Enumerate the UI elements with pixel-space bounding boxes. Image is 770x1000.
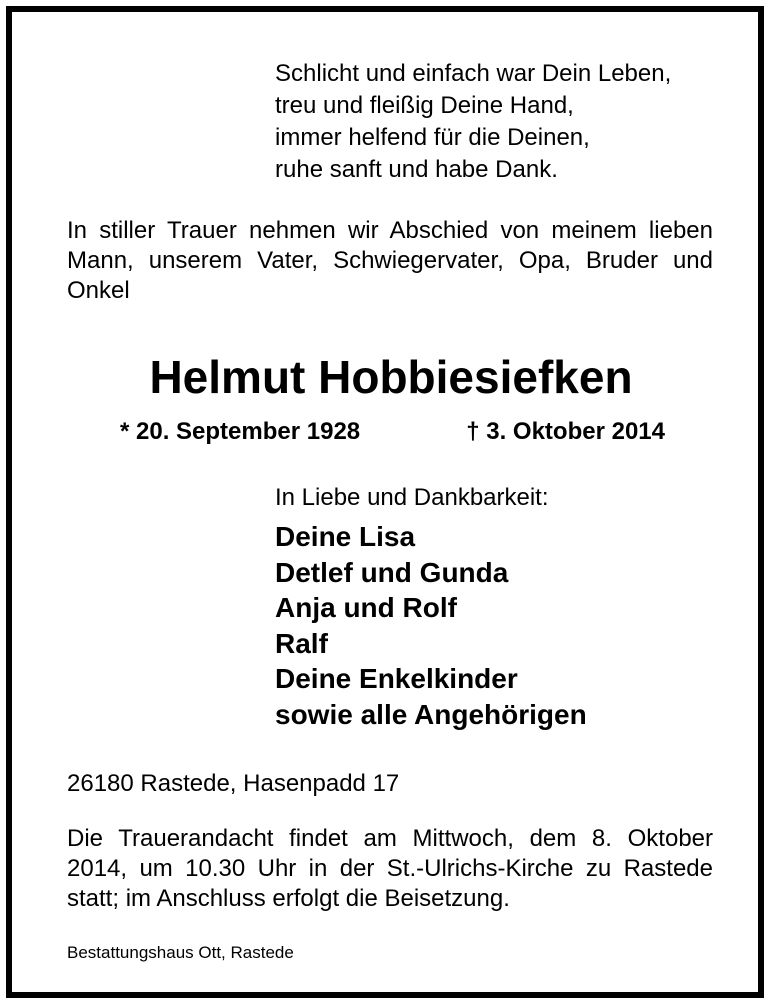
death-date: † 3. Oktober 2014 [466,418,665,445]
mourner-name: Anja und Rolf [275,592,457,623]
mourner-name: sowie alle Angehörigen [275,698,587,730]
thanks-label: In Liebe und Dankbarkeit: [275,484,549,511]
mourner-name: Deine Lisa [275,521,416,552]
poem-line: ruhe sanft und habe Dank. [275,156,558,183]
undertaker-credit: Bestattungshaus Ott, Rastede [67,943,294,962]
mourner-name: Deine Enkelkinder [275,663,518,694]
birth-date: * 20. September 1928 [120,418,361,445]
poem-line: Schlicht und einfach war Dein Leben, [275,60,672,87]
life-dates [120,416,665,448]
mourners-list [275,519,587,732]
mourner-name: Detlef und Gunda [275,556,509,588]
intro-text: In stiller Trauer nehmen wir Abschied von meinem lieben Mann, unserem Vater, Schwiegervater, Opa, Bruder und Onkel [67,217,713,304]
obituary-notice [6,6,764,998]
poem-line: treu und fleißig Deine Hand, [275,92,574,119]
deceased-name: Helmut Hobbiesiefken [149,351,633,403]
poem-line: immer helfend für die Deinen, [275,124,590,151]
family-address: 26180 Rastede, Hasenpadd 17 [67,770,400,797]
poem [275,58,671,186]
mourner-name: Ralf [275,627,328,659]
service-notice: Die Trauerandacht findet am Mittwoch, dem 8. Oktober 2014, um 10.30 Uhr in der St.-Ulrichs-Kirche zu Rastede statt; im Anschluss erfolgt die Beisetzung. [67,825,713,912]
